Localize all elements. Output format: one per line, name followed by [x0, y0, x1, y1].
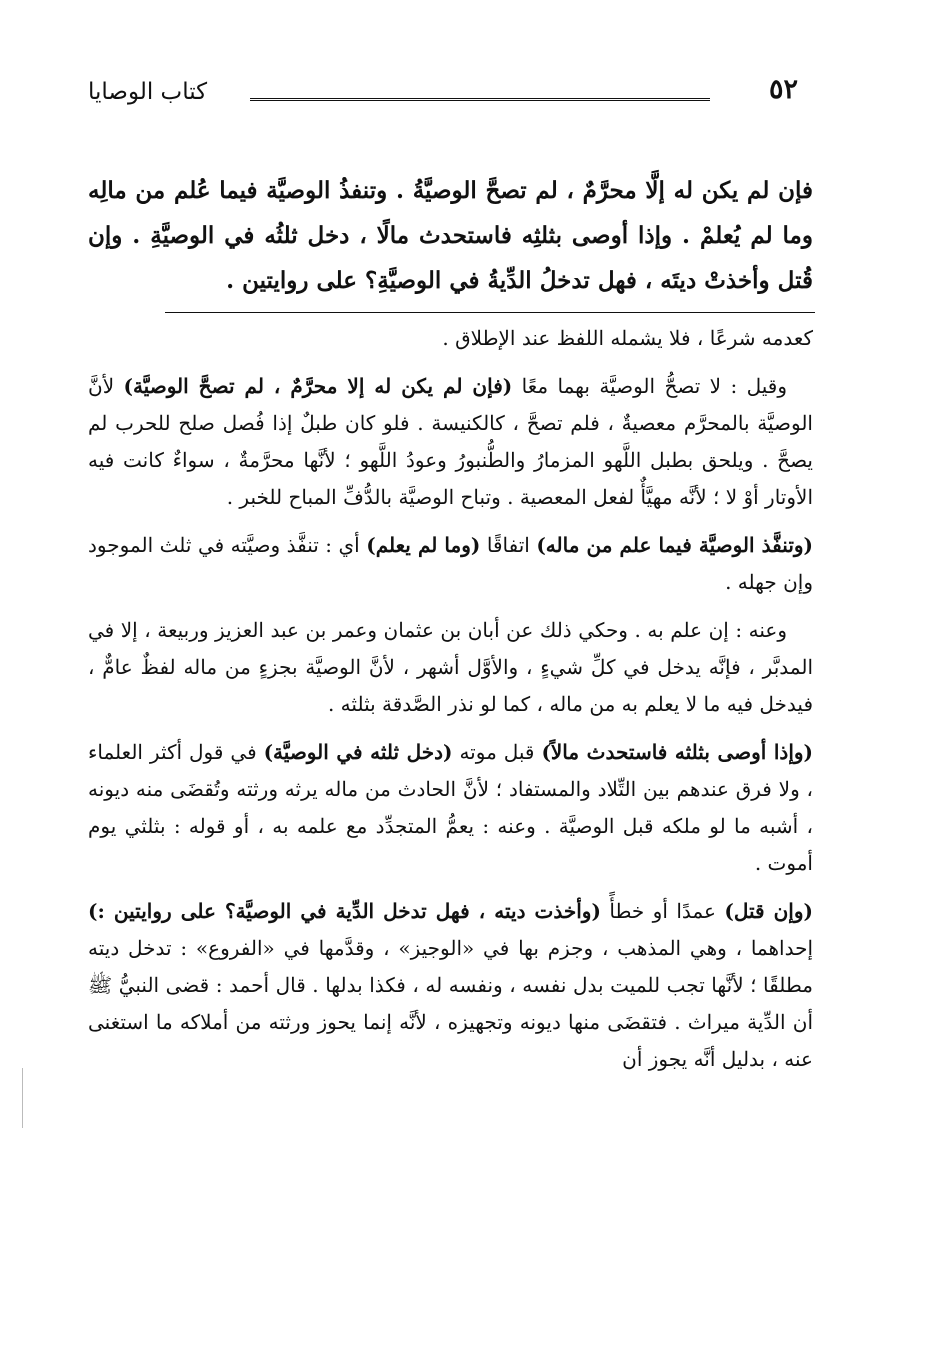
- commentary-text: اتفاقًا: [480, 533, 537, 557]
- page-header: [88, 72, 798, 112]
- matn-quote: (وإن قتل): [724, 899, 813, 923]
- matn-quote: (وأخذت ديته ، فهل تدخل الدِّية في الوصيَّة؟ على روايتين :): [88, 899, 601, 923]
- commentary: [88, 320, 813, 1089]
- commentary-text: كعدمه شرعًا ، فلا يشمله اللفظ عند الإطلاق .: [442, 326, 813, 350]
- commentary-text: إحداهما ، وهي المذهب ، وجزم بها في «الوجيز» ، وقدَّمها في «الفروع» : تدخل ديته مطلقًا ؛ لأنَّها تجب للميت بدل نفسه ، ونفسه له ، فكذا بدلها . قال أحمد : قضى النبيُّ ﷺ أن الدِّية ميراث . فتقضَى منها ديونه وتجهيزه ، لأنَّه إنما يحوز ورثته من أملاكه ما استغنى عنه ، بدليل أنَّه يجوز أن: [88, 936, 813, 1071]
- book-title: كتاب الوصايا: [88, 79, 208, 105]
- scan-margin-mark: [22, 1068, 23, 1128]
- commentary-text: وعنه : إن علم به . وحكي ذلك عن أبان بن عثمان وعمر بن عبد العزيز وربيعة ، إلا في المدبَّر ، فإنَّه يدخل في كلِّ شيءٍ ، والأوَّل أشهر ، لأنَّ الوصيَّة بجزءٍ من ماله لفظٌ عامٌّ ، فيدخل فيه ما لا يعلم به من ماله ، كما لو نذر الصَّدقة بثلثه .: [88, 618, 813, 716]
- matn-separator-rule: [165, 312, 815, 313]
- matn-quote: (فإن لم يكن له إلا محرَّمٌ ، لم تصحَّ الوصيَّة): [123, 374, 513, 398]
- commentary-paragraph: [88, 734, 813, 882]
- commentary-paragraph: [88, 893, 813, 1078]
- matn-quote: (وتنفَّذ الوصيَّة فيما علم من ماله): [536, 533, 814, 557]
- page-number: ٥٢: [768, 74, 798, 105]
- commentary-text: في قول أكثر العلماء ، ولا فرق عندهم بين التِّلاد والمستفاد ؛ لأنَّ الحادث من ماله يرثه ورثته وتُقضَى منه ديونه ، أشبه ما لو ملكه قبل الوصيَّة . وعنه : يعمُّ المتجدِّد مع علمه به ، أو قوله : بثلثي يوم أموت .: [88, 740, 813, 875]
- commentary-text: وقيل : لا تصحُّ الوصيَّة بهما معًا: [512, 374, 788, 398]
- matn-quote: (دخل ثلثه في الوصيَّة): [263, 740, 453, 764]
- header-rule: [250, 98, 710, 101]
- commentary-text: عمدًا أو خطأً: [600, 899, 725, 923]
- commentary-paragraph: [88, 612, 813, 723]
- matn-quote: (وما لم يعلم): [366, 533, 481, 557]
- commentary-text: أي : تنفَّذ وصيَّته في ثلث الموجود وإن جهله .: [88, 533, 813, 594]
- commentary-paragraph: [88, 527, 813, 601]
- commentary-paragraph: [88, 368, 813, 516]
- matn-text: فإن لم يكن له إلَّا محرَّمٌ ، لم تصحَّ الوصيَّةُ . وتنفذُ الوصيَّة فيما عُلم من مالِه وما لم يُعلمْ . وإذا أوصى بثلثِه فاستحدث مالًا ، دخل ثلثُه في الوصيَّةِ . وإن قُتل وأخذتْ ديتَه ، فهل تدخلُ الدِّيةُ في الوصيَّةِ؟ على روايتين .: [88, 177, 813, 294]
- matn-quote: (وإذا أوصى بثلثه فاستحدث مالاً): [541, 740, 814, 764]
- commentary-text: لأنَّ الوصيَّة بالمحرَّم معصيةٌ ، فلم تصحَّ ، كالكنيسة . فلو كان طبلٌ إذا فُصل صلح للحرب لم يصحَّ . ويلحق بطبل اللَّهو المزمارُ والطُّنبورُ وعودُ اللَّهو ؛ لأنَّها محرَّمةٌ ، سواءٌ كانت فيه الأوتار أوْ لا ؛ لأنَّه مهيَّأٌ لفعل المعصية . وتباح الوصيَّة بالدُّفِّ المباح للخبر .: [88, 374, 813, 509]
- commentary-paragraph: [88, 320, 813, 357]
- commentary-text: قبل موته: [452, 740, 542, 764]
